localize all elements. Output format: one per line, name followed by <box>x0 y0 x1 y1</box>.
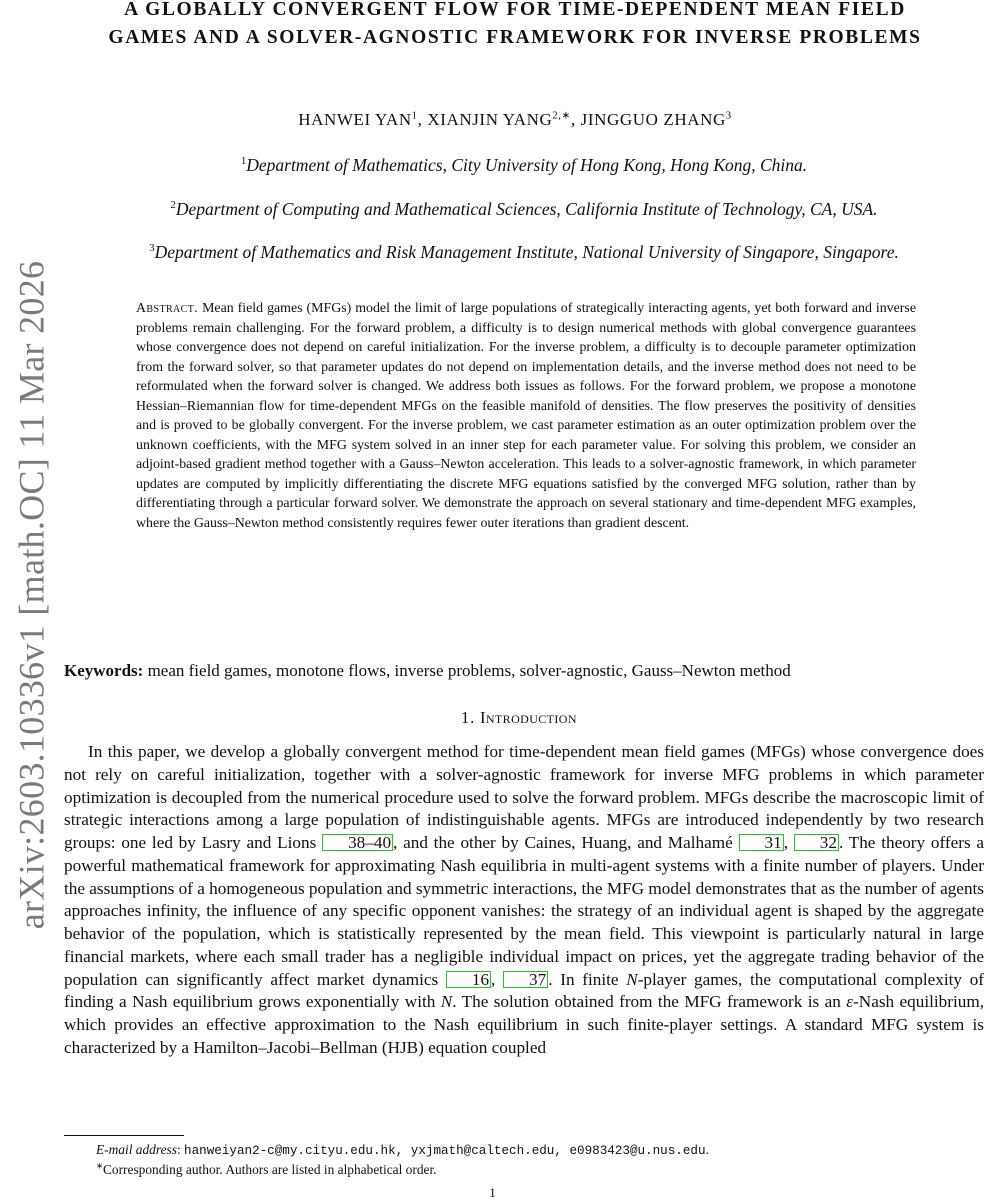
email-addresses: hanweiyan2-c@my.cityu.edu.hk, yxjmath@caltech.edu, e0983423@u.nus.edu <box>184 1144 706 1158</box>
author-name: JINGGUO ZHANG <box>580 110 726 129</box>
author-name: XIANJIN YANG <box>427 110 553 129</box>
intro-text: . The solution obtained from the MFG framework is an <box>452 992 841 1012</box>
author-separator: , <box>417 110 428 129</box>
footnote-corresponding <box>96 1162 976 1178</box>
abstract <box>136 299 916 534</box>
intro-text: -player games, the computational complexity of finding a Nash equilibrium grows exponentially with <box>64 969 985 1012</box>
author-list <box>64 110 966 130</box>
math-variable: N <box>626 969 638 989</box>
intro-text: -Nash equilibrium, which provides an effective approximation to the Nash equilibrium in such finite-player settings. A standard MFG system is characterized by a Hamilton–Jacobi–Bellman (HJB) equation coupled <box>64 992 985 1057</box>
intro-text: . In finite <box>548 969 619 989</box>
affiliation-mark: 2 <box>170 199 176 212</box>
abstract-label: Abstract. <box>136 301 199 316</box>
arxiv-identifier-text: arXiv:2603.10336v1 [math.OC] 11 Mar 2026 <box>11 260 52 930</box>
affiliation-2 <box>64 199 984 220</box>
paper-title <box>60 0 970 52</box>
email-label: E-mail address <box>96 1142 177 1157</box>
citation-link[interactable]: 37 <box>503 971 548 988</box>
author-mark: 3 <box>725 110 732 122</box>
keywords-label: Keywords: <box>64 661 144 680</box>
math-variable: N <box>440 992 453 1012</box>
author-mark: 2,∗ <box>552 110 571 122</box>
corresponding-mark: ∗ <box>96 1161 103 1171</box>
intro-text: , and the other by Caines, Huang, and Malhamé <box>393 833 733 852</box>
citation-link[interactable]: 31 <box>739 834 784 851</box>
author-name: HANWEI YAN <box>298 110 412 129</box>
math-variable: ε <box>846 992 854 1012</box>
affiliation-mark: 1 <box>240 155 247 168</box>
footnote-email: E-mail address: hanweiyan2-c@my.cityu.edu.hk, yxjmath@caltech.edu, e0983423@u.nus.edu. <box>96 1142 709 1158</box>
title-line-2: GAMES AND A SOLVER-AGNOSTIC FRAMEWORK FOR INVERSE PROBLEMS <box>108 27 922 48</box>
page-number: 1 <box>489 1185 496 1200</box>
author-mark: 1 <box>411 110 418 122</box>
author-separator: , <box>570 110 581 129</box>
section-title-text: Introduction <box>479 708 577 727</box>
affiliation-3 <box>64 242 984 263</box>
section-heading <box>64 708 974 728</box>
affiliation-1 <box>64 155 984 176</box>
intro-paragraph: In this paper, we develop a globally convergent method for time-dependent mean field games (MFGs) whose convergence does not rely on careful initialization, together with a solver-agnostic framework for inverse MFG problems in which parameter optimization is decoupled from the numerical procedure used to solve the forward problem. MFGs describe the macroscopic limit of strategic interactions among a large population of indistinguishable agents. MFGs are introduced independently by two research groups: one led by Lasry and Lions 38–40 , and the other by Caines, Huang, and Malhamé 31 , 32 . The theory offers a powerful mathematical framework for approximating Nash equilibria in multi-agent systems with a finite number of players. Under the assumptions of a homogeneous population and symmetric interactions, the MFG model demonstrates that as the number of agents approaches infinity, the influence of any specific opponent vanishes: the strategy of an individual agent is shaped by the aggregate behavior of the population, which is statistically represented by the mean field. This viewpoint is particularly natural in large financial markets, where each small trader has a negligible individual impact on prices, yet the aggregate trading behavior of the population can significantly affect market dynamics 16 , 37 . In finite N-player games, the computational complexity of finding a Nash equilibrium grows exponentially with N. The solution obtained from the MFG framework is an ε-Nash equilibrium, which provides an effective approximation to the Nash equilibrium in such finite-player settings. A standard MFG system is characterized by a Hamilton–Jacobi–Bellman (HJB) equation coupled <box>64 742 985 1057</box>
keywords-text: mean field games, monotone flows, inverse problems, solver-agnostic, Gauss–Newton method <box>147 661 791 680</box>
abstract-text: Mean field games (MFGs) model the limit of large populations of strategically interacting agents, yet both forward and inverse problems remain challenging. For the forward problem, a difficulty is to design numerical methods with global convergence guarantees whose convergence does not depend on careful initialization. For the inverse problem, a difficulty is to decouple parameter optimization from the forward solver, so that parameter updates do not depend on implementation details, and the inverse method does not need to be reformulated when the forward solver is changed. We address both issues as follows. For the forward problem, we propose a monotone Hessian–Riemannian flow for time-dependent MFGs on the feasible manifold of densities. The flow preserves the positivity of densities and is proved to be globally convergent. For the inverse problem, we cast parameter estimation as an outer optimization problem over the unknown coefficients, with the MFG system solved in an inner step for each parameter value. For solving this problem, we consider an adjoint-based gradient method together with a Gauss–Newton acceleration. This leads to a solver-agnostic framework, in which parameter updates are computed by implicitly differentiating the discrete MFG equations satisfied by the converged MFG solution, rather than by differentiating through a particular forward solver. We demonstrate the approach on several stationary and time-dependent MFG examples, where the Gauss–Newton method consistently requires fewer outer iterations than gradient descent. <box>136 301 916 532</box>
citation-link[interactable]: 32 <box>794 834 839 851</box>
title-line-1: A GLOBALLY CONVERGENT FLOW FOR TIME-DEPENDENT MEAN FIELD <box>124 0 906 20</box>
citation-link[interactable]: 38–40 <box>322 834 393 851</box>
intro-text: In this paper, we develop a globally convergent method for time-dependent mean field games (MFGs) whose convergence does not rely on careful initialization, together with a solver-agnostic framework for inverse MFG problems in which parameter optimization is decoupled from the numerical procedure used to solve the forward problem. MFGs describe the macroscopic limit of strategic interactions among a large population of indistinguishable agents. MFGs are introduced independently by two research groups: one led by Lasry and Lions <box>64 742 984 852</box>
affiliation-mark: 3 <box>149 242 155 255</box>
corresponding-text: Corresponding author. Authors are listed in alphabetical order. <box>102 1162 437 1177</box>
citation-link[interactable]: 16 <box>446 971 491 988</box>
section-number: 1. <box>461 708 476 727</box>
footnote-rule <box>64 1135 184 1136</box>
arxiv-identifier <box>4 225 58 965</box>
affiliation-text: Department of Computing and Mathematical Sciences, California Institute of Technology, CA, USA. <box>175 199 878 219</box>
intro-text: . The theory offers a powerful mathematical framework for approximating Nash equilibria in multi-agent systems with a finite number of players. Under the assumptions of a homogeneous population and symmetric interactions, the MFG model demonstrates that as the number of agents approaches infinity, the influence of any specific opponent vanishes: the strategy of an individual agent is shaped by the aggregate behavior of the population, which is statistically represented by the mean field. This viewpoint is particularly natural in large financial markets, where each small trader has a negligible individual impact on prices, yet the aggregate trading behavior of the population can significantly affect market dynamics <box>64 833 985 989</box>
affiliation-text: Department of Mathematics and Risk Management Institute, National University of Singapore, Singapore. <box>154 242 899 262</box>
keywords <box>64 661 974 681</box>
affiliation-text: Department of Mathematics, City University of Hong Kong, Hong Kong, China. <box>246 155 808 175</box>
